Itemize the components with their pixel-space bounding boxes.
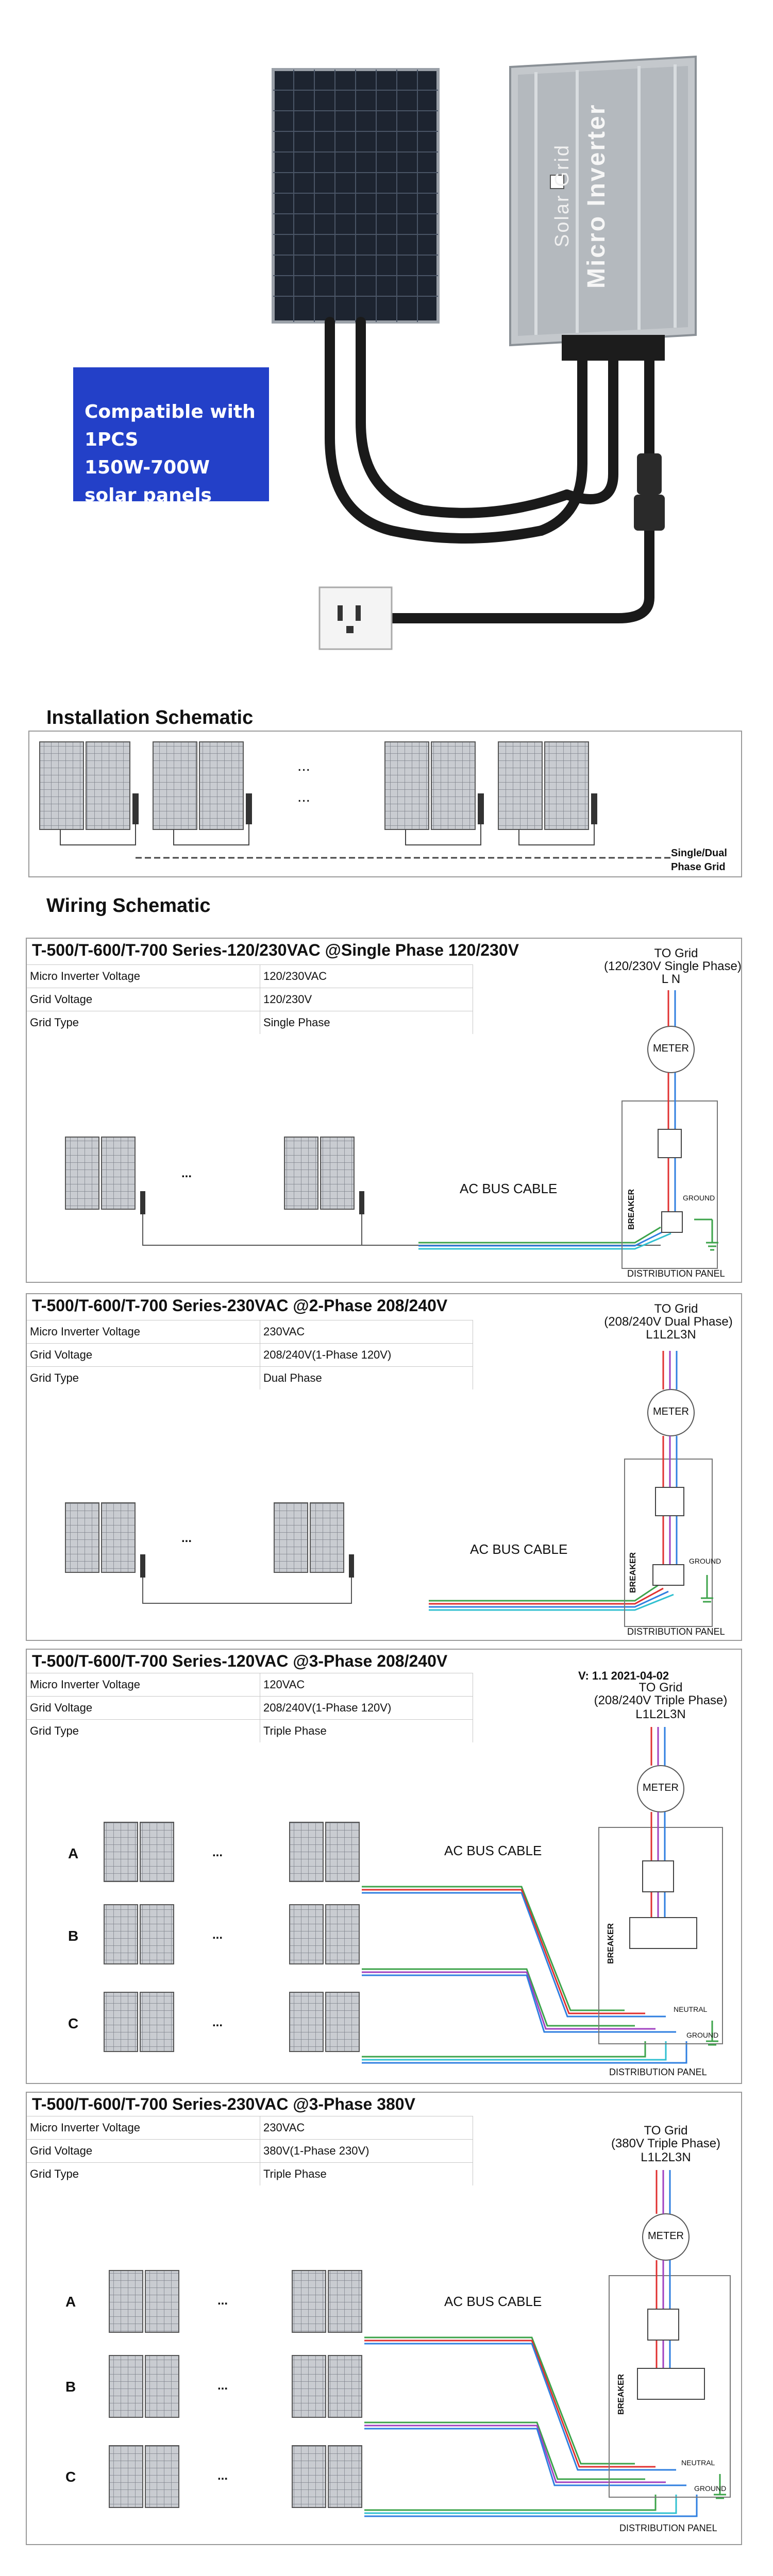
row-label-a: A: [68, 1845, 79, 1861]
spec-key: Grid Type: [27, 1367, 260, 1390]
panel-gap-dots: ...: [217, 2294, 228, 2308]
grid-sub-label: (208/240V Triple Phase): [594, 1693, 728, 1707]
promo-line: Compatible with: [85, 401, 256, 422]
phase-labels: L1L2L3N: [641, 2150, 691, 2164]
row-label-c: C: [68, 2015, 79, 2031]
meter-label: METER: [653, 1406, 689, 1417]
wall-outlet-icon: [320, 587, 392, 649]
promo-line: solar panels: [85, 485, 212, 506]
installation-title: Installation Schematic: [46, 707, 254, 728]
row-label-b: B: [65, 2379, 76, 2395]
phase-labels: L1L2L3N: [646, 1328, 696, 1342]
wiring-title: Wiring Schematic: [46, 895, 211, 917]
grid-label-2: Phase Grid: [671, 861, 726, 873]
grid-label: TO Grid: [644, 2124, 688, 2138]
wiring-schematic-2: [26, 1293, 742, 1641]
spec-key: Grid Type: [27, 1720, 260, 1743]
spec-value: 230VAC: [260, 2116, 473, 2140]
ground-label: GROUND: [683, 1194, 715, 1202]
distribution-panel-label: DISTRIBUTION PANEL: [619, 2523, 717, 2533]
ground-label: GROUND: [694, 2484, 727, 2493]
spec-value: Dual Phase: [260, 1367, 473, 1390]
meter-label: METER: [643, 1782, 679, 1793]
wiring-schematic-1: [26, 938, 742, 1283]
spec-value: 208/240V(1-Phase 120V): [260, 1344, 473, 1367]
meter-label: METER: [648, 2230, 684, 2242]
grid-label-1: Single/Dual: [671, 848, 727, 859]
distribution-panel-label: DISTRIBUTION PANEL: [627, 1626, 725, 1637]
ground-icon: [706, 1219, 718, 1250]
inverter-name-text: Micro Inverter: [583, 103, 610, 289]
row-label-a: A: [65, 2294, 76, 2310]
schematic-title: T-500/T-600/T-700 Series-120/230VAC @Single Phase 120/230V: [32, 941, 519, 959]
spec-key: Micro Inverter Voltage: [27, 1320, 260, 1344]
breaker-label: BREAKER: [617, 2374, 626, 2415]
spec-value: 208/240V(1-Phase 120V): [260, 1697, 473, 1720]
spec-value: 120/230V: [260, 988, 473, 1011]
panel-gap-dots: ...: [181, 1166, 192, 1180]
spec-key: Micro Inverter Voltage: [27, 965, 260, 988]
version-label: V: 1.1 2021-04-02: [578, 1669, 669, 1682]
grid-label: TO Grid: [638, 1681, 683, 1694]
ac-bus-cable-label: AC BUS CABLE: [444, 2294, 542, 2309]
panel-gap-dots: ...: [181, 1531, 192, 1545]
neutral-label: NEUTRAL: [674, 2005, 708, 2013]
distribution-panel-label: DISTRIBUTION PANEL: [609, 2067, 707, 2077]
spec-key: Grid Voltage: [27, 988, 260, 1011]
spec-value: 120/230VAC: [260, 965, 473, 988]
panel-gap-dots: ...: [217, 2379, 228, 2393]
spec-value: Triple Phase: [260, 1720, 473, 1743]
spec-value: Triple Phase: [260, 2163, 473, 2186]
ac-bus-cable-label: AC BUS CABLE: [444, 1843, 542, 1858]
breaker-label: BREAKER: [629, 1552, 637, 1593]
schematic-title: T-500/T-600/T-700 Series-230VAC @3-Phase 380V: [32, 2095, 415, 2113]
ground-label: GROUND: [689, 1557, 721, 1565]
ac-bus-cable-label: AC BUS CABLE: [460, 1181, 558, 1196]
spec-key: Micro Inverter Voltage: [27, 2116, 260, 2140]
wiring-schematic-4: [26, 2092, 742, 2545]
ac-bus-cable-label: AC BUS CABLE: [470, 1541, 568, 1557]
grid-label: TO Grid: [654, 946, 698, 960]
schematic-title: T-500/T-600/T-700 Series-230VAC @2-Phase 208/240V: [32, 1296, 448, 1315]
compatibility-promo: [73, 367, 269, 506]
spec-value: Single Phase: [260, 1011, 473, 1035]
spec-value: 120VAC: [260, 1673, 473, 1697]
breaker-label: BREAKER: [607, 1923, 615, 1964]
spec-key: Grid Voltage: [27, 2140, 260, 2163]
promo-line: 150W-700W: [85, 457, 210, 478]
breaker-label: BREAKER: [627, 1189, 636, 1230]
grid-sub-label: (380V Triple Phase): [611, 2137, 721, 2150]
wiring-schematic-3: [26, 1649, 742, 2084]
grid-sub-label: (208/240V Dual Phase): [604, 1315, 733, 1329]
wiring-diagram-1: [27, 939, 743, 1284]
spec-key: Grid Type: [27, 2163, 260, 2186]
ground-label: GROUND: [686, 2031, 719, 2039]
ground-icon: [701, 1575, 713, 1602]
panel-gap-dots: ...: [212, 1928, 223, 1942]
solar-panel-icon: [273, 70, 438, 322]
panel-gap-dots: ...: [297, 788, 311, 805]
spec-key: Grid Voltage: [27, 1344, 260, 1367]
grid-sub-label: (120/230V Single Phase): [604, 959, 742, 973]
inverter-brand-text: Solar Grid: [551, 143, 573, 247]
product-illustration: [0, 0, 773, 690]
installation-schematic: [28, 731, 742, 877]
phase-labels: L1L2L3N: [635, 1707, 686, 1721]
panel-gap-dots: ...: [212, 1845, 223, 1859]
grid-label: TO Grid: [654, 1302, 698, 1316]
schematic-title: T-500/T-600/T-700 Series-120VAC @3-Phase 208/240V: [32, 1652, 448, 1670]
installation-diagram: [29, 732, 743, 878]
neutral-label: NEUTRAL: [681, 2459, 715, 2467]
panel-gap-dots: ...: [297, 757, 311, 774]
phase-labels: L N: [661, 972, 681, 986]
distribution-panel-label: DISTRIBUTION PANEL: [627, 1268, 725, 1279]
row-label-c: C: [65, 2469, 76, 2485]
meter-label: METER: [653, 1043, 689, 1054]
spec-value: 380V(1-Phase 230V): [260, 2140, 473, 2163]
spec-key: Grid Voltage: [27, 1697, 260, 1720]
promo-line: 1PCS: [85, 429, 139, 450]
spec-key: Micro Inverter Voltage: [27, 1673, 260, 1697]
spec-value: 230VAC: [260, 1320, 473, 1344]
panel-gap-dots: ...: [217, 2469, 228, 2483]
spec-key: Grid Type: [27, 1011, 260, 1035]
panel-gap-dots: ...: [212, 2015, 223, 2029]
row-label-b: B: [68, 1928, 79, 1944]
